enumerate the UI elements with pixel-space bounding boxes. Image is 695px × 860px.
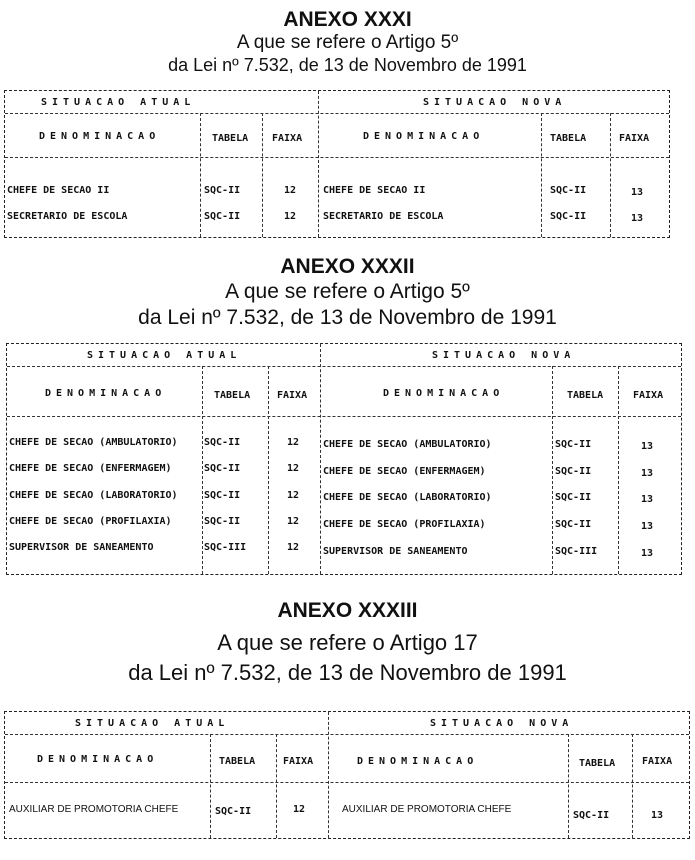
atual-tabela-cell: SQC-II [204, 211, 241, 222]
header-situacao-nova: SITUACAO NOVA [430, 718, 574, 729]
atual-faixa-cell: 12 [293, 804, 306, 815]
nova-tabela-cell: SQC-II [555, 519, 592, 530]
nova-faixa-cell: 13 [641, 494, 654, 505]
header-situacao-atual: SITUACAO ATUAL [87, 350, 242, 361]
anexo-33-table [4, 711, 690, 839]
atual-denominacao-cell: SECRETARIO DE ESCOLA [7, 211, 128, 222]
anexo-title: ANEXO XXXI [283, 8, 412, 31]
nova-tabela-cell: SQC-II [555, 492, 592, 503]
nova-denominacao-cell: CHEFE DE SECAO (PROFILAXIA) [323, 519, 486, 530]
anexo-32-heading [0, 255, 695, 331]
header-tabela-nova: TABELA [579, 758, 616, 769]
atual-tabela-cell: SQC-II [204, 437, 241, 448]
nova-denominacao-cell: CHEFE DE SECAO II [323, 185, 426, 196]
anexo-33-heading [0, 598, 695, 688]
anexo-31-table [4, 90, 670, 238]
header-faixa-nova: FAIXA [633, 390, 664, 401]
header-denominacao-nova: DENOMINACAO [357, 756, 479, 767]
anexo-subtitle-line2: da Lei nº 7.532, de 13 de Novembro de 1991 [128, 660, 567, 685]
nova-faixa-cell: 13 [641, 548, 654, 559]
anexo-32-table [6, 343, 682, 575]
nova-faixa-cell: 13 [651, 810, 664, 821]
nova-tabela-cell: SQC-II [550, 185, 587, 196]
nova-tabela-cell: SQC-II [555, 439, 592, 450]
header-tabela-atual: TABELA [212, 133, 249, 144]
nova-denominacao-cell: SECRETARIO DE ESCOLA [323, 211, 444, 222]
anexo-title: ANEXO XXXIII [277, 599, 418, 622]
header-faixa-atual: FAIXA [277, 390, 308, 401]
header-tabela-atual: TABELA [219, 756, 256, 767]
nova-tabela-cell: SQC-II [555, 466, 592, 477]
atual-faixa-cell: 12 [287, 437, 300, 448]
header-faixa-atual: FAIXA [283, 756, 314, 767]
atual-faixa-cell: 12 [287, 516, 300, 527]
anexo-subtitle-line2: da Lei nº 7.532, de 13 de Novembro de 1991 [138, 306, 557, 329]
atual-tabela-cell: SQC-II [204, 516, 241, 527]
anexo-title: ANEXO XXXII [280, 255, 415, 278]
nova-denominacao-cell: CHEFE DE SECAO (ENFERMAGEM) [323, 466, 486, 477]
header-situacao-atual: SITUACAO ATUAL [41, 97, 196, 108]
header-denominacao-atual: DENOMINACAO [45, 388, 167, 399]
header-denominacao-nova: DENOMINACAO [383, 388, 505, 399]
nova-faixa-cell: 13 [641, 441, 654, 452]
header-situacao-nova: SITUACAO NOVA [432, 350, 576, 361]
nova-denominacao-cell: CHEFE DE SECAO (LABORATORIO) [323, 492, 492, 503]
header-denominacao-nova: DENOMINACAO [363, 131, 485, 142]
header-faixa-nova: FAIXA [619, 133, 650, 144]
nova-tabela-cell: SQC-II [573, 810, 610, 821]
atual-faixa-cell: 12 [287, 542, 300, 553]
atual-faixa-cell: 12 [287, 463, 300, 474]
atual-faixa-cell: 12 [284, 211, 297, 222]
atual-tabela-cell: SQC-II [204, 490, 241, 501]
anexo-subtitle-line1: A que se refere o Artigo 5º [225, 280, 470, 303]
atual-denominacao-cell: CHEFE DE SECAO (LABORATORIO) [9, 490, 178, 501]
header-faixa-nova: FAIXA [642, 756, 673, 767]
header-denominacao-atual: DENOMINACAO [37, 754, 159, 765]
anexo-subtitle-line1: A que se refere o Artigo 5º [236, 32, 459, 53]
atual-denominacao-cell: SUPERVISOR DE SANEAMENTO [9, 542, 154, 553]
atual-faixa-cell: 12 [284, 185, 297, 196]
atual-denominacao-cell: AUXILIAR DE PROMOTORIA CHEFE [9, 804, 179, 815]
nova-denominacao-cell: CHEFE DE SECAO (AMBULATORIO) [323, 439, 492, 450]
nova-denominacao-cell: SUPERVISOR DE SANEAMENTO [323, 546, 468, 557]
header-tabela-nova: TABELA [567, 390, 604, 401]
nova-tabela-cell: SQC-II [550, 211, 587, 222]
atual-tabela-cell: SQC-III [204, 542, 247, 553]
header-situacao-atual: SITUACAO ATUAL [75, 718, 230, 729]
nova-faixa-cell: 13 [641, 468, 654, 479]
header-situacao-nova: SITUACAO NOVA [423, 97, 567, 108]
atual-denominacao-cell: CHEFE DE SECAO (AMBULATORIO) [9, 437, 178, 448]
atual-denominacao-cell: CHEFE DE SECAO (PROFILAXIA) [9, 516, 172, 527]
anexo-subtitle-line2: da Lei nº 7.532, de 13 de Novembro de 1991 [168, 55, 527, 75]
header-faixa-atual: FAIXA [272, 133, 303, 144]
anexo-subtitle-line1: A que se refere o Artigo 17 [217, 630, 478, 655]
atual-denominacao-cell: CHEFE DE SECAO (ENFERMAGEM) [9, 463, 172, 474]
anexo-31-heading [0, 8, 695, 76]
atual-denominacao-cell: CHEFE DE SECAO II [7, 185, 110, 196]
nova-tabela-cell: SQC-III [555, 546, 598, 557]
atual-tabela-cell: SQC-II [204, 463, 241, 474]
header-denominacao-atual: DENOMINACAO [39, 131, 161, 142]
header-tabela-nova: TABELA [550, 133, 587, 144]
atual-tabela-cell: SQC-II [204, 185, 241, 196]
nova-faixa-cell: 13 [631, 213, 644, 224]
nova-faixa-cell: 13 [631, 187, 644, 198]
header-tabela-atual: TABELA [214, 390, 251, 401]
atual-tabela-cell: SQC-II [215, 806, 252, 817]
atual-faixa-cell: 12 [287, 490, 300, 501]
nova-faixa-cell: 13 [641, 521, 654, 532]
nova-denominacao-cell: AUXILIAR DE PROMOTORIA CHEFE [342, 804, 512, 815]
